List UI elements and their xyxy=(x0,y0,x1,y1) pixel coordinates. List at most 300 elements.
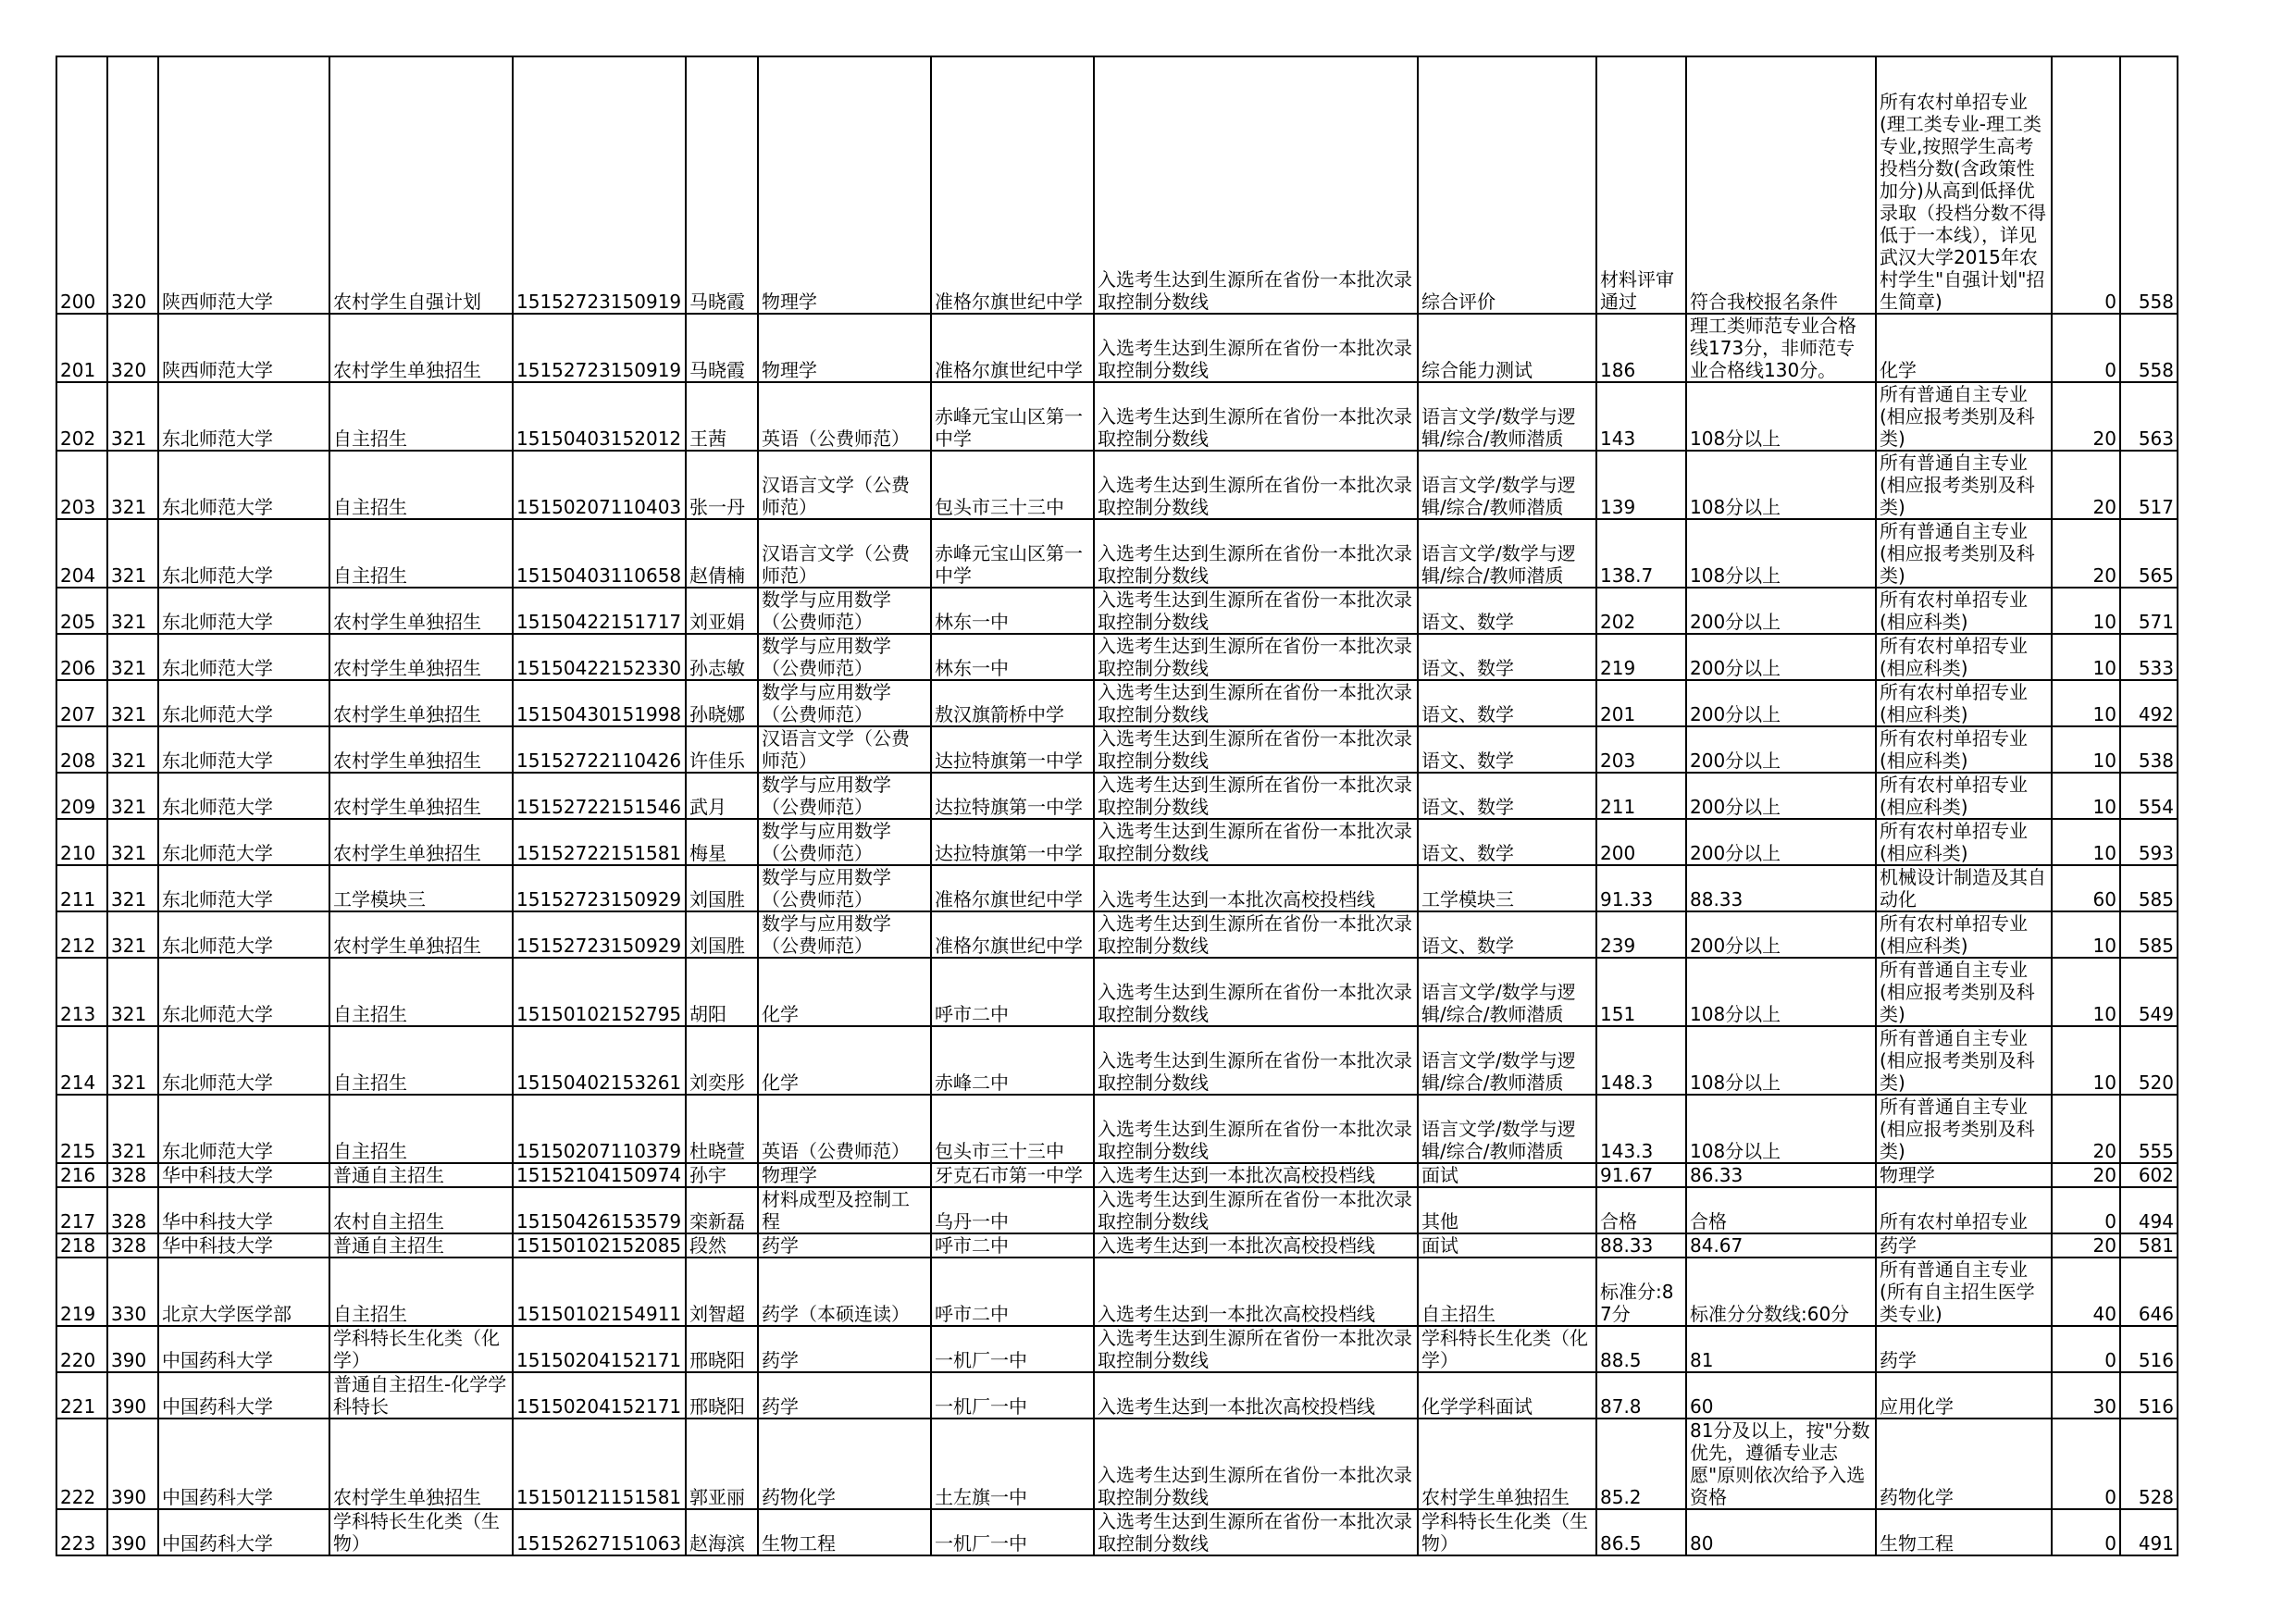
cell-qualification-condition: 81 xyxy=(1686,1326,1876,1372)
cell-assessment-type: 工学模块三 xyxy=(1418,865,1596,911)
cell-university: 东北师范大学 xyxy=(158,1026,329,1095)
cell-major: 汉语言文学（公费师范） xyxy=(758,519,931,588)
cell-gaokao-score: 492 xyxy=(2120,680,2178,726)
cell-row-number: 201 xyxy=(56,314,107,382)
cell-high-school: 呼市二中 xyxy=(931,1233,1094,1258)
cell-assessment-type: 语言文学/数学与逻辑/综合/教师潜质 xyxy=(1418,1095,1596,1163)
cell-school-code: 390 xyxy=(107,1372,158,1419)
table-row xyxy=(56,382,2178,451)
cell-gaokao-score: 593 xyxy=(2120,819,2178,865)
cell-high-school: 赤峰元宝山区第一中学 xyxy=(931,519,1094,588)
table-row xyxy=(56,1509,2178,1555)
table-row xyxy=(56,1187,2178,1233)
cell-assessment-score: 203 xyxy=(1596,726,1686,773)
cell-gaokao-score: 646 xyxy=(2120,1258,2178,1326)
cell-assessment-type: 综合能力测试 xyxy=(1418,314,1596,382)
cell-assessment-type: 语言文学/数学与逻辑/综合/教师潜质 xyxy=(1418,1026,1596,1095)
cell-exam-number: 15152627151063 xyxy=(513,1509,686,1555)
cell-major: 生物工程 xyxy=(758,1509,931,1555)
cell-assessment-type: 农村学生单独招生 xyxy=(1418,1419,1596,1509)
cell-exam-number: 15150102154911 xyxy=(513,1258,686,1326)
cell-admission-type: 自主招生 xyxy=(329,382,513,451)
table-row xyxy=(56,819,2178,865)
cell-admission-requirement: 入选考生达到一本批次高校投档线 xyxy=(1094,1163,1418,1187)
cell-university: 东北师范大学 xyxy=(158,680,329,726)
cell-exam-number: 15150422152330 xyxy=(513,634,686,680)
cell-major: 药学 xyxy=(758,1233,931,1258)
table-row xyxy=(56,958,2178,1026)
cell-school-code: 321 xyxy=(107,382,158,451)
cell-row-number: 206 xyxy=(56,634,107,680)
cell-assessment-score: 143.3 xyxy=(1596,1095,1686,1163)
cell-major: 数学与应用数学（公费师范） xyxy=(758,911,931,958)
cell-assessment-type: 语言文学/数学与逻辑/综合/教师潜质 xyxy=(1418,519,1596,588)
cell-eligible-majors: 所有农村单招专业(相应科类) xyxy=(1876,588,2052,634)
cell-university: 中国药科大学 xyxy=(158,1372,329,1419)
cell-school-code: 320 xyxy=(107,314,158,382)
cell-row-number: 202 xyxy=(56,382,107,451)
cell-qualification-condition: 符合我校报名条件 xyxy=(1686,56,1876,314)
cell-qualification-condition: 108分以上 xyxy=(1686,1095,1876,1163)
cell-university: 东北师范大学 xyxy=(158,382,329,451)
cell-row-number: 203 xyxy=(56,451,107,519)
cell-assessment-type: 语文、数学 xyxy=(1418,726,1596,773)
cell-university: 东北师范大学 xyxy=(158,773,329,819)
cell-university: 华中科技大学 xyxy=(158,1163,329,1187)
cell-row-number: 205 xyxy=(56,588,107,634)
cell-row-number: 210 xyxy=(56,819,107,865)
cell-student-name: 胡阳 xyxy=(686,958,758,1026)
cell-assessment-type: 语言文学/数学与逻辑/综合/教师潜质 xyxy=(1418,451,1596,519)
cell-assessment-type: 语文、数学 xyxy=(1418,588,1596,634)
cell-assessment-type: 综合评价 xyxy=(1418,56,1596,314)
cell-exam-number: 15150207110379 xyxy=(513,1095,686,1163)
cell-gaokao-score: 491 xyxy=(2120,1509,2178,1555)
cell-bonus-points: 10 xyxy=(2052,958,2120,1026)
cell-university: 中国药科大学 xyxy=(158,1509,329,1555)
cell-gaokao-score: 558 xyxy=(2120,56,2178,314)
cell-assessment-type: 自主招生 xyxy=(1418,1258,1596,1326)
cell-university: 东北师范大学 xyxy=(158,865,329,911)
cell-admission-requirement: 入选考生达到一本批次高校投档线 xyxy=(1094,1372,1418,1419)
cell-bonus-points: 40 xyxy=(2052,1258,2120,1326)
cell-row-number: 218 xyxy=(56,1233,107,1258)
cell-major: 物理学 xyxy=(758,314,931,382)
cell-assessment-type: 面试 xyxy=(1418,1163,1596,1187)
cell-qualification-condition: 60 xyxy=(1686,1372,1876,1419)
table-row xyxy=(56,680,2178,726)
cell-exam-number: 15152722110426 xyxy=(513,726,686,773)
cell-university: 北京大学医学部 xyxy=(158,1258,329,1326)
cell-school-code: 321 xyxy=(107,865,158,911)
cell-admission-type: 自主招生 xyxy=(329,1095,513,1163)
cell-row-number: 209 xyxy=(56,773,107,819)
cell-qualification-condition: 200分以上 xyxy=(1686,819,1876,865)
cell-assessment-score: 211 xyxy=(1596,773,1686,819)
cell-gaokao-score: 581 xyxy=(2120,1233,2178,1258)
cell-student-name: 赵倩楠 xyxy=(686,519,758,588)
cell-student-name: 马晓霞 xyxy=(686,56,758,314)
cell-row-number: 215 xyxy=(56,1095,107,1163)
cell-row-number: 212 xyxy=(56,911,107,958)
cell-eligible-majors: 所有农村单招专业(相应科类) xyxy=(1876,773,2052,819)
cell-exam-number: 15152104150974 xyxy=(513,1163,686,1187)
cell-admission-requirement: 入选考生达到生源所在省份一本批次录取控制分数线 xyxy=(1094,773,1418,819)
cell-exam-number: 15152723150919 xyxy=(513,56,686,314)
cell-admission-type: 学科特长生化类（化学） xyxy=(329,1326,513,1372)
cell-admission-type: 农村学生单独招生 xyxy=(329,680,513,726)
cell-assessment-score: 186 xyxy=(1596,314,1686,382)
cell-assessment-score: 86.5 xyxy=(1596,1509,1686,1555)
table-row xyxy=(56,1326,2178,1372)
cell-bonus-points: 10 xyxy=(2052,588,2120,634)
cell-row-number: 220 xyxy=(56,1326,107,1372)
table-row xyxy=(56,1233,2178,1258)
cell-assessment-score: 标准分:87分 xyxy=(1596,1258,1686,1326)
cell-qualification-condition: 88.33 xyxy=(1686,865,1876,911)
cell-high-school: 乌丹一中 xyxy=(931,1187,1094,1233)
cell-bonus-points: 10 xyxy=(2052,911,2120,958)
table-row xyxy=(56,56,2178,314)
cell-admission-type: 普通自主招生 xyxy=(329,1163,513,1187)
cell-assessment-score: 合格 xyxy=(1596,1187,1686,1233)
cell-major: 数学与应用数学（公费师范） xyxy=(758,634,931,680)
table-row xyxy=(56,1026,2178,1095)
cell-major: 药物化学 xyxy=(758,1419,931,1509)
cell-school-code: 328 xyxy=(107,1233,158,1258)
cell-admission-requirement: 入选考生达到一本批次高校投档线 xyxy=(1094,1258,1418,1326)
cell-student-name: 马晓霞 xyxy=(686,314,758,382)
cell-exam-number: 15150102152795 xyxy=(513,958,686,1026)
cell-gaokao-score: 565 xyxy=(2120,519,2178,588)
cell-assessment-type: 语文、数学 xyxy=(1418,634,1596,680)
cell-high-school: 林东一中 xyxy=(931,634,1094,680)
cell-exam-number: 15150207110403 xyxy=(513,451,686,519)
cell-qualification-condition: 理工类师范专业合格线173分，非师范专业合格线130分。 xyxy=(1686,314,1876,382)
cell-admission-requirement: 入选考生达到生源所在省份一本批次录取控制分数线 xyxy=(1094,1509,1418,1555)
cell-admission-type: 农村学生单独招生 xyxy=(329,726,513,773)
cell-student-name: 孙志敏 xyxy=(686,634,758,680)
table-row xyxy=(56,1258,2178,1326)
cell-student-name: 赵海滨 xyxy=(686,1509,758,1555)
cell-admission-type: 农村学生单独招生 xyxy=(329,819,513,865)
table-row xyxy=(56,773,2178,819)
cell-eligible-majors: 所有农村单招专业(相应科类) xyxy=(1876,726,2052,773)
cell-gaokao-score: 533 xyxy=(2120,634,2178,680)
cell-bonus-points: 10 xyxy=(2052,819,2120,865)
cell-eligible-majors: 所有农村单招专业(相应科类) xyxy=(1876,819,2052,865)
cell-gaokao-score: 555 xyxy=(2120,1095,2178,1163)
cell-student-name: 孙宇 xyxy=(686,1163,758,1187)
cell-qualification-condition: 标准分分数线:60分 xyxy=(1686,1258,1876,1326)
cell-high-school: 准格尔旗世纪中学 xyxy=(931,911,1094,958)
cell-assessment-score: 148.3 xyxy=(1596,1026,1686,1095)
cell-student-name: 梅星 xyxy=(686,819,758,865)
cell-qualification-condition: 86.33 xyxy=(1686,1163,1876,1187)
cell-student-name: 杜晓萱 xyxy=(686,1095,758,1163)
cell-row-number: 211 xyxy=(56,865,107,911)
cell-admission-requirement: 入选考生达到生源所在省份一本批次录取控制分数线 xyxy=(1094,634,1418,680)
cell-major: 汉语言文学（公费师范） xyxy=(758,451,931,519)
cell-eligible-majors: 机械设计制造及其自动化 xyxy=(1876,865,2052,911)
cell-admission-type: 农村学生单独招生 xyxy=(329,588,513,634)
cell-bonus-points: 10 xyxy=(2052,726,2120,773)
cell-exam-number: 15152723150929 xyxy=(513,911,686,958)
cell-eligible-majors: 化学 xyxy=(1876,314,2052,382)
cell-eligible-majors: 所有普通自主专业(相应报考类别及科类) xyxy=(1876,519,2052,588)
cell-university: 东北师范大学 xyxy=(158,634,329,680)
cell-assessment-score: 143 xyxy=(1596,382,1686,451)
table-row xyxy=(56,1419,2178,1509)
cell-admission-type: 自主招生 xyxy=(329,1258,513,1326)
cell-qualification-condition: 200分以上 xyxy=(1686,588,1876,634)
cell-eligible-majors: 所有普通自主专业(所有自主招生医学类专业) xyxy=(1876,1258,2052,1326)
cell-major: 物理学 xyxy=(758,1163,931,1187)
cell-university: 东北师范大学 xyxy=(158,451,329,519)
cell-eligible-majors: 所有普通自主专业(相应报考类别及科类) xyxy=(1876,1026,2052,1095)
cell-eligible-majors: 所有农村单招专业(相应科类) xyxy=(1876,680,2052,726)
cell-university: 华中科技大学 xyxy=(158,1187,329,1233)
cell-student-name: 武月 xyxy=(686,773,758,819)
cell-admission-type: 农村学生单独招生 xyxy=(329,314,513,382)
cell-high-school: 包头市三十三中 xyxy=(931,451,1094,519)
cell-assessment-type: 面试 xyxy=(1418,1233,1596,1258)
cell-eligible-majors: 药学 xyxy=(1876,1233,2052,1258)
cell-student-name: 张一丹 xyxy=(686,451,758,519)
cell-major: 药学（本硕连读） xyxy=(758,1258,931,1326)
cell-assessment-score: 85.2 xyxy=(1596,1419,1686,1509)
cell-school-code: 321 xyxy=(107,726,158,773)
cell-university: 东北师范大学 xyxy=(158,1095,329,1163)
cell-eligible-majors: 所有农村单招专业(相应科类) xyxy=(1876,911,2052,958)
cell-bonus-points: 20 xyxy=(2052,451,2120,519)
cell-high-school: 赤峰元宝山区第一中学 xyxy=(931,382,1094,451)
cell-assessment-score: 138.7 xyxy=(1596,519,1686,588)
cell-major: 数学与应用数学（公费师范） xyxy=(758,680,931,726)
cell-qualification-condition: 200分以上 xyxy=(1686,726,1876,773)
cell-university: 东北师范大学 xyxy=(158,519,329,588)
cell-admission-requirement: 入选考生达到生源所在省份一本批次录取控制分数线 xyxy=(1094,451,1418,519)
cell-admission-type: 工学模块三 xyxy=(329,865,513,911)
cell-student-name: 段然 xyxy=(686,1233,758,1258)
cell-school-code: 321 xyxy=(107,451,158,519)
cell-row-number: 219 xyxy=(56,1258,107,1326)
cell-assessment-type: 语文、数学 xyxy=(1418,773,1596,819)
cell-school-code: 390 xyxy=(107,1419,158,1509)
cell-admission-requirement: 入选考生达到一本批次高校投档线 xyxy=(1094,1233,1418,1258)
cell-eligible-majors: 所有普通自主专业(相应报考类别及科类) xyxy=(1876,958,2052,1026)
table-row xyxy=(56,451,2178,519)
cell-admission-requirement: 入选考生达到生源所在省份一本批次录取控制分数线 xyxy=(1094,911,1418,958)
cell-assessment-score: 88.33 xyxy=(1596,1233,1686,1258)
cell-admission-type: 普通自主招生 xyxy=(329,1233,513,1258)
cell-bonus-points: 10 xyxy=(2052,680,2120,726)
cell-qualification-condition: 108分以上 xyxy=(1686,1026,1876,1095)
cell-high-school: 牙克石市第一中学 xyxy=(931,1163,1094,1187)
cell-qualification-condition: 84.67 xyxy=(1686,1233,1876,1258)
cell-major: 药学 xyxy=(758,1372,931,1419)
cell-school-code: 321 xyxy=(107,634,158,680)
cell-school-code: 321 xyxy=(107,588,158,634)
cell-bonus-points: 20 xyxy=(2052,519,2120,588)
cell-admission-requirement: 入选考生达到一本批次高校投档线 xyxy=(1094,865,1418,911)
cell-exam-number: 15152723150929 xyxy=(513,865,686,911)
cell-high-school: 敖汉旗箭桥中学 xyxy=(931,680,1094,726)
cell-exam-number: 15150430151998 xyxy=(513,680,686,726)
cell-assessment-type: 语言文学/数学与逻辑/综合/教师潜质 xyxy=(1418,382,1596,451)
cell-student-name: 刘智超 xyxy=(686,1258,758,1326)
cell-exam-number: 15150402153261 xyxy=(513,1026,686,1095)
cell-row-number: 208 xyxy=(56,726,107,773)
cell-row-number: 214 xyxy=(56,1026,107,1095)
cell-gaokao-score: 494 xyxy=(2120,1187,2178,1233)
cell-school-code: 320 xyxy=(107,56,158,314)
cell-row-number: 204 xyxy=(56,519,107,588)
cell-qualification-condition: 108分以上 xyxy=(1686,382,1876,451)
cell-university: 中国药科大学 xyxy=(158,1419,329,1509)
cell-student-name: 孙晓娜 xyxy=(686,680,758,726)
table-row xyxy=(56,1372,2178,1419)
cell-school-code: 321 xyxy=(107,1026,158,1095)
cell-assessment-score: 202 xyxy=(1596,588,1686,634)
cell-admission-requirement: 入选考生达到生源所在省份一本批次录取控制分数线 xyxy=(1094,56,1418,314)
cell-gaokao-score: 516 xyxy=(2120,1372,2178,1419)
cell-school-code: 328 xyxy=(107,1187,158,1233)
cell-major: 化学 xyxy=(758,958,931,1026)
admission-table xyxy=(56,56,2178,1556)
cell-qualification-condition: 108分以上 xyxy=(1686,519,1876,588)
cell-gaokao-score: 571 xyxy=(2120,588,2178,634)
cell-gaokao-score: 558 xyxy=(2120,314,2178,382)
cell-row-number: 223 xyxy=(56,1509,107,1555)
cell-admission-type: 农村自主招生 xyxy=(329,1187,513,1233)
cell-assessment-score: 88.5 xyxy=(1596,1326,1686,1372)
cell-admission-type: 自主招生 xyxy=(329,958,513,1026)
cell-assessment-type: 语文、数学 xyxy=(1418,680,1596,726)
cell-university: 东北师范大学 xyxy=(158,726,329,773)
cell-gaokao-score: 585 xyxy=(2120,911,2178,958)
cell-eligible-majors: 所有农村单招专业(理工类专业-理工类专业,按照学生高考投档分数(含政策性加分)从高到低择优录取（投档分数不得低于一本线），详见武汉大学2015年农村学生"自强计划"招生简章) xyxy=(1876,56,2052,314)
cell-admission-type: 自主招生 xyxy=(329,519,513,588)
cell-bonus-points: 10 xyxy=(2052,1026,2120,1095)
table-row xyxy=(56,519,2178,588)
cell-high-school: 一机厂一中 xyxy=(931,1509,1094,1555)
cell-exam-number: 15152722151581 xyxy=(513,819,686,865)
cell-assessment-type: 学科特长生化类（化学） xyxy=(1418,1326,1596,1372)
cell-exam-number: 15150121151581 xyxy=(513,1419,686,1509)
cell-qualification-condition: 合格 xyxy=(1686,1187,1876,1233)
cell-admission-requirement: 入选考生达到生源所在省份一本批次录取控制分数线 xyxy=(1094,1187,1418,1233)
cell-bonus-points: 20 xyxy=(2052,1095,2120,1163)
cell-major: 药学 xyxy=(758,1326,931,1372)
cell-eligible-majors: 应用化学 xyxy=(1876,1372,2052,1419)
cell-university: 东北师范大学 xyxy=(158,911,329,958)
cell-bonus-points: 10 xyxy=(2052,634,2120,680)
cell-high-school: 达拉特旗第一中学 xyxy=(931,726,1094,773)
cell-eligible-majors: 药物化学 xyxy=(1876,1419,2052,1509)
cell-eligible-majors: 物理学 xyxy=(1876,1163,2052,1187)
cell-major: 英语（公费师范） xyxy=(758,382,931,451)
cell-assessment-type: 语文、数学 xyxy=(1418,819,1596,865)
cell-assessment-score: 151 xyxy=(1596,958,1686,1026)
cell-high-school: 准格尔旗世纪中学 xyxy=(931,865,1094,911)
cell-qualification-condition: 200分以上 xyxy=(1686,680,1876,726)
cell-assessment-score: 91.67 xyxy=(1596,1163,1686,1187)
cell-admission-requirement: 入选考生达到生源所在省份一本批次录取控制分数线 xyxy=(1094,588,1418,634)
cell-bonus-points: 0 xyxy=(2052,1326,2120,1372)
cell-exam-number: 15152722151546 xyxy=(513,773,686,819)
cell-qualification-condition: 200分以上 xyxy=(1686,634,1876,680)
cell-admission-requirement: 入选考生达到生源所在省份一本批次录取控制分数线 xyxy=(1094,382,1418,451)
cell-exam-number: 15150426153579 xyxy=(513,1187,686,1233)
cell-major: 数学与应用数学（公费师范） xyxy=(758,865,931,911)
cell-bonus-points: 0 xyxy=(2052,1419,2120,1509)
cell-admission-requirement: 入选考生达到生源所在省份一本批次录取控制分数线 xyxy=(1094,726,1418,773)
cell-eligible-majors: 所有普通自主专业(相应报考类别及科类) xyxy=(1876,1095,2052,1163)
cell-gaokao-score: 549 xyxy=(2120,958,2178,1026)
cell-admission-requirement: 入选考生达到生源所在省份一本批次录取控制分数线 xyxy=(1094,958,1418,1026)
cell-admission-requirement: 入选考生达到生源所在省份一本批次录取控制分数线 xyxy=(1094,519,1418,588)
table-row xyxy=(56,1163,2178,1187)
table-row xyxy=(56,911,2178,958)
cell-major: 材料成型及控制工程 xyxy=(758,1187,931,1233)
cell-exam-number: 15152723150919 xyxy=(513,314,686,382)
cell-admission-type: 学科特长生化类（生物） xyxy=(329,1509,513,1555)
cell-assessment-score: 201 xyxy=(1596,680,1686,726)
cell-eligible-majors: 所有普通自主专业(相应报考类别及科类) xyxy=(1876,451,2052,519)
cell-high-school: 呼市二中 xyxy=(931,1258,1094,1326)
table-row xyxy=(56,634,2178,680)
cell-admission-type: 农村学生自强计划 xyxy=(329,56,513,314)
cell-eligible-majors: 生物工程 xyxy=(1876,1509,2052,1555)
cell-bonus-points: 60 xyxy=(2052,865,2120,911)
cell-qualification-condition: 200分以上 xyxy=(1686,911,1876,958)
cell-high-school: 准格尔旗世纪中学 xyxy=(931,56,1094,314)
cell-school-code: 321 xyxy=(107,773,158,819)
cell-admission-type: 农村学生单独招生 xyxy=(329,773,513,819)
cell-qualification-condition: 108分以上 xyxy=(1686,958,1876,1026)
cell-admission-type: 普通自主招生-化学学科特长 xyxy=(329,1372,513,1419)
cell-qualification-condition: 81分及以上，按"分数优先，遵循专业志愿"原则依次给予入选资格 xyxy=(1686,1419,1876,1509)
cell-admission-type: 农村学生单独招生 xyxy=(329,1419,513,1509)
cell-school-code: 321 xyxy=(107,958,158,1026)
table-row xyxy=(56,726,2178,773)
cell-admission-type: 农村学生单独招生 xyxy=(329,634,513,680)
table-row xyxy=(56,588,2178,634)
cell-gaokao-score: 563 xyxy=(2120,382,2178,451)
cell-school-code: 328 xyxy=(107,1163,158,1187)
cell-major: 数学与应用数学（公费师范） xyxy=(758,588,931,634)
cell-qualification-condition: 80 xyxy=(1686,1509,1876,1555)
cell-major: 英语（公费师范） xyxy=(758,1095,931,1163)
cell-student-name: 许佳乐 xyxy=(686,726,758,773)
cell-bonus-points: 0 xyxy=(2052,314,2120,382)
cell-bonus-points: 10 xyxy=(2052,773,2120,819)
cell-admission-requirement: 入选考生达到生源所在省份一本批次录取控制分数线 xyxy=(1094,819,1418,865)
cell-school-code: 390 xyxy=(107,1326,158,1372)
cell-school-code: 321 xyxy=(107,519,158,588)
cell-qualification-condition: 108分以上 xyxy=(1686,451,1876,519)
cell-school-code: 390 xyxy=(107,1509,158,1555)
cell-high-school: 准格尔旗世纪中学 xyxy=(931,314,1094,382)
cell-school-code: 321 xyxy=(107,911,158,958)
cell-assessment-score: 200 xyxy=(1596,819,1686,865)
cell-admission-type: 自主招生 xyxy=(329,451,513,519)
cell-university: 东北师范大学 xyxy=(158,819,329,865)
cell-gaokao-score: 602 xyxy=(2120,1163,2178,1187)
cell-bonus-points: 20 xyxy=(2052,382,2120,451)
cell-admission-type: 自主招生 xyxy=(329,1026,513,1095)
